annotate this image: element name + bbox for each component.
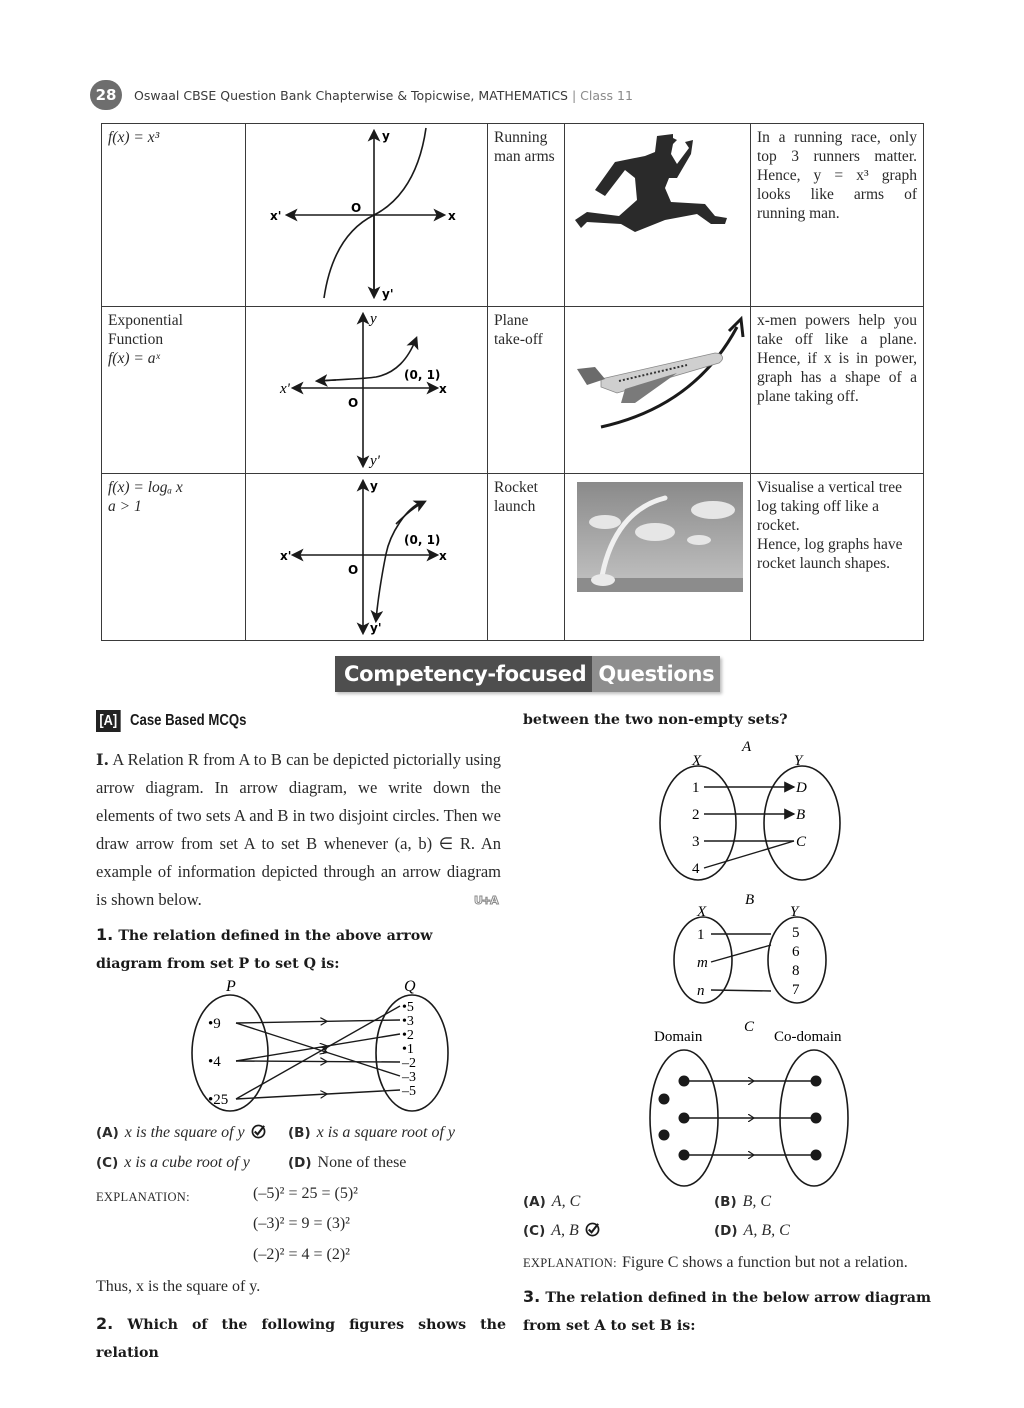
picture-cell: [565, 307, 751, 474]
table-row-exponential: [102, 307, 924, 474]
q-element: •5: [402, 1000, 414, 1015]
q-element: •1: [402, 1042, 414, 1057]
q1-option-d[interactable]: [288, 1154, 406, 1172]
page-number-badge: 28: [90, 80, 122, 110]
banner-part1: Competency-focused: [335, 656, 592, 692]
log-curve-top-arrow: [396, 502, 424, 524]
class-label: Class 11: [580, 88, 633, 103]
figure-a-mappings: [692, 780, 807, 877]
function-formula: f(x) = logₐ x: [108, 479, 183, 496]
option-letter: (B): [288, 1125, 311, 1141]
running-man-silhouette: [575, 134, 727, 232]
q1-explanation-label: EXPLANATION:: [96, 1190, 190, 1204]
q2-figure-c: [640, 1015, 870, 1190]
p-element: •4: [208, 1054, 221, 1070]
option-text: x is a cube root of y: [124, 1154, 250, 1171]
origin-label: O: [351, 201, 362, 215]
option-letter: (A): [523, 1194, 546, 1210]
analogy-cell: Rocket launch: [488, 474, 565, 641]
left-element: 1: [692, 780, 700, 796]
exponential-curve: [318, 339, 416, 381]
q1-option-b[interactable]: [288, 1124, 455, 1142]
y-neg-label: y': [370, 621, 382, 635]
q2-option-c[interactable]: [523, 1222, 600, 1240]
q1-option-c[interactable]: [96, 1154, 250, 1172]
analogy-cell: Plane take-off: [488, 307, 565, 474]
left-element: m: [697, 955, 708, 971]
curve-left-arrow: [318, 380, 336, 381]
option-text: x is the square of y: [124, 1124, 245, 1141]
p-elements: [208, 1016, 228, 1108]
function-name-line2: Function: [108, 331, 164, 348]
case-number: I.: [96, 750, 110, 769]
explanation-label: EXPLANATION:: [523, 1256, 617, 1270]
q-element: –5: [402, 1084, 416, 1099]
p-element: •9: [208, 1016, 221, 1032]
point-label: (0, 1): [404, 533, 441, 547]
question-text: The relation defined in the above arrow diagram from set P to set Q is:: [96, 928, 433, 972]
right-element: 6: [792, 944, 800, 960]
left-set-label: X: [692, 753, 702, 769]
left-element: 2: [692, 807, 700, 823]
option-letter: (D): [714, 1223, 738, 1239]
right-element: 8: [792, 963, 800, 979]
option-text: B, C: [742, 1193, 772, 1210]
option-text: A, C: [551, 1193, 581, 1210]
q-element: •3: [402, 1014, 414, 1029]
explanation-line: (–5)² = 25 = (5)²: [253, 1185, 358, 1202]
x-neg-label: x': [270, 209, 282, 223]
function-analogy-table: [101, 123, 924, 641]
figure-b-mappings: [697, 925, 800, 999]
section-banner: [335, 656, 720, 692]
question-number: 3.: [523, 1287, 541, 1306]
description-line: Visualise a vertical tree log taking off like a rocket.: [757, 479, 902, 534]
question-3: [523, 1284, 931, 1340]
point-label: (0, 1): [404, 368, 441, 382]
function-condition: a > 1: [108, 498, 142, 515]
x-label: x: [439, 382, 447, 396]
case-paragraph: [96, 746, 501, 914]
running-man-picture: [565, 124, 751, 306]
x-neg-label: x': [280, 381, 290, 397]
right-element: B: [796, 807, 806, 823]
left-element: 4: [692, 861, 700, 877]
cloud: [635, 523, 675, 541]
section-tag: [A]: [96, 710, 121, 732]
q2-figure-b: [665, 888, 845, 1013]
arrow-head: [236, 1048, 326, 1099]
question-number: 2.: [96, 1314, 114, 1333]
header-separator: |: [571, 88, 577, 103]
domain-point: [659, 1130, 670, 1141]
y-neg-label: y': [370, 453, 380, 469]
y-label: y: [382, 129, 390, 143]
question-2-continued: between the two non-empty sets?: [523, 712, 788, 728]
picture-cell: [565, 474, 751, 641]
function-formula: f(x) = x³: [108, 129, 160, 146]
picture-cell: [565, 124, 751, 307]
question-1: [96, 922, 501, 978]
description-cell: x-men powers help you take off like a plane. Hence, if x is in power, graph has a shape of a plane taking off.: [751, 307, 924, 474]
left-element: 1: [697, 927, 705, 943]
figure-label: B: [745, 892, 755, 908]
cubic-curve: [324, 128, 426, 298]
right-set-label: Y: [794, 753, 803, 769]
domain-label: Domain: [654, 1029, 703, 1045]
right-element: C: [796, 834, 807, 850]
table-row-cubic: [102, 124, 924, 307]
q-element: –3: [402, 1070, 416, 1085]
domain-point: [659, 1094, 670, 1105]
understanding-application-badge: U+A: [474, 894, 498, 907]
q1-option-a[interactable]: [96, 1124, 266, 1142]
explanation-text: Figure C shows a function but not a relation.: [621, 1254, 908, 1271]
x-label: x: [439, 549, 447, 563]
y-neg-label: y': [382, 287, 394, 301]
p-element: •25: [208, 1092, 229, 1108]
codomain-label: Co-domain: [774, 1029, 842, 1045]
correct-check-icon: [585, 1222, 600, 1237]
function-cell: [102, 474, 246, 641]
mapping-line: [711, 945, 771, 962]
q2-option-d[interactable]: [714, 1222, 790, 1240]
table-row-logarithmic: [102, 474, 924, 641]
option-letter: (B): [714, 1194, 737, 1210]
left-element: 3: [692, 834, 700, 850]
function-cell: [102, 307, 246, 474]
left-set-label: X: [697, 904, 707, 920]
q-elements: [401, 1000, 416, 1099]
option-letter: (A): [96, 1125, 119, 1141]
cloud: [687, 535, 711, 545]
arrow-head: [236, 1094, 326, 1099]
explanation-line: (–2)² = 4 = (2)²: [253, 1246, 350, 1263]
question-text: The relation defined in the below arrow diagram from set A to set B is:: [523, 1290, 931, 1334]
banner-part2: Questions: [592, 656, 720, 692]
description-line: Hence, log graphs have rocket launch shapes.: [757, 536, 903, 572]
option-text: None of these: [317, 1154, 407, 1171]
cubic-graph: [246, 124, 488, 306]
set-p-label: P: [226, 978, 236, 995]
function-name-line1: Exponential: [108, 312, 183, 329]
option-letter: (D): [288, 1155, 312, 1171]
graph-cell: [246, 124, 488, 307]
right-set-label: Y: [790, 904, 799, 920]
description-cell: [751, 474, 924, 641]
case-text: A Relation R from A to B can be depicted pictorially using arrow diagram. In arrow diagram, we write down the elements of two sets A and B in two disjoint circles. Then we draw arrow from set A to set B whenever (a, b) ∈ R. An example of information depicted through an arrow diagram is shown below.: [96, 750, 501, 909]
q2-explanation: [523, 1252, 908, 1272]
arrow-head: [236, 1046, 326, 1061]
q-element: •2: [402, 1028, 414, 1043]
option-text: A, B: [551, 1222, 579, 1239]
set-q-label: Q: [404, 978, 416, 995]
rocket-launch-picture: [565, 474, 751, 640]
book-title: Oswaal CBSE Question Bank Chapterwise & Topicwise, MATHEMATICS: [134, 88, 568, 103]
launch-smoke: [591, 574, 615, 586]
right-element: 5: [792, 925, 800, 941]
option-text: A, B, C: [743, 1222, 790, 1239]
cloud: [691, 501, 735, 519]
arrow-head: [236, 1061, 326, 1062]
y-label: y: [370, 311, 377, 327]
figure-label: A: [742, 739, 752, 755]
figure-c-mappings: [659, 1076, 822, 1161]
x-label: x: [448, 209, 456, 223]
question-number: 1.: [96, 925, 114, 944]
question-2: [96, 1311, 506, 1367]
q2-option-a[interactable]: [523, 1193, 580, 1211]
q-element: –2: [402, 1056, 416, 1071]
analogy-cell: Running man arms: [488, 124, 565, 307]
exponential-graph: [246, 307, 488, 473]
left-element: n: [697, 983, 705, 999]
option-text: x is a square root of y: [316, 1124, 455, 1141]
q2-option-b[interactable]: [714, 1193, 771, 1211]
running-header: [134, 88, 633, 103]
cloud: [589, 515, 621, 529]
log-curve: [376, 502, 422, 620]
set-p-ellipse: [192, 995, 268, 1111]
airplane-picture: [565, 307, 751, 473]
function-cell: [102, 124, 246, 307]
section-title: Case Based MCQs: [130, 712, 247, 729]
right-element: 7: [792, 982, 800, 998]
figure-label: C: [744, 1019, 755, 1035]
mapping-arrow: [704, 841, 794, 868]
origin-label: O: [348, 563, 359, 577]
q1-conclusion: Thus, x is the square of y.: [96, 1278, 261, 1295]
q1-arrow-diagram: [180, 975, 470, 1115]
x-neg-label: x': [280, 549, 292, 563]
correct-check-icon: [251, 1124, 266, 1139]
question-text-part1: Which of the following figures shows the relation: [96, 1317, 506, 1361]
logarithmic-graph: [246, 474, 488, 640]
option-letter: (C): [96, 1155, 119, 1171]
explanation-line: (–3)² = 9 = (3)²: [253, 1215, 350, 1232]
y-label: y: [370, 479, 378, 493]
graph-cell: [246, 307, 488, 474]
right-element: D: [796, 780, 807, 796]
function-formula: f(x) = aˣ: [108, 350, 160, 367]
option-letter: (C): [523, 1223, 546, 1239]
q2-figure-a: [650, 735, 850, 885]
origin-label: O: [348, 396, 359, 410]
mapping-line: [711, 990, 771, 991]
description-cell: In a running race, only top 3 runners matter. Hence, y = x³ graph looks like arms of running man.: [751, 124, 924, 307]
graph-cell: [246, 474, 488, 641]
